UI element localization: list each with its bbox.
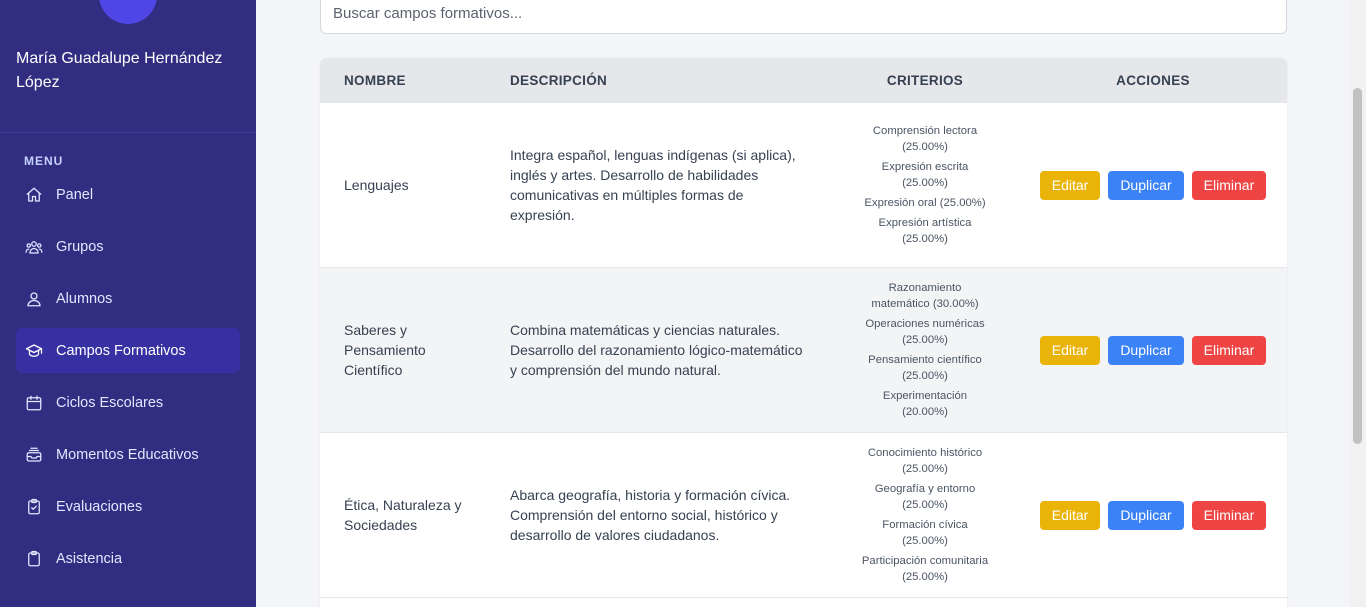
search-input[interactable] (320, 0, 1287, 34)
sidebar-divider (0, 132, 256, 133)
sidebar-item-asistencia[interactable] (16, 536, 240, 581)
user-icon (25, 290, 43, 308)
duplicate-button[interactable]: Duplicar (1108, 171, 1183, 200)
sidebar-item-label: Ciclos Escolares (56, 394, 164, 411)
sidebar (0, 0, 256, 607)
inbox-icon (25, 446, 43, 464)
criterion-item: Comprensión lectora (25.00%) (872, 125, 978, 153)
table-header (320, 58, 1287, 102)
criterion-item: Geografía y entorno (25.00%) (874, 483, 976, 511)
row-actions (1019, 501, 1287, 530)
sidebar-item-alumnos[interactable] (16, 276, 240, 321)
criterion-item: Experimentación (20.00%) (882, 390, 968, 418)
delete-button[interactable]: Eliminar (1192, 336, 1267, 365)
sidebar-item-momentos-educativos[interactable] (16, 432, 240, 477)
sidebar-item-label: Campos Formativos (56, 342, 186, 359)
column-header-criterios: CRITERIOS (886, 72, 964, 88)
sidebar-item-label: Asistencia (56, 550, 123, 567)
row-description: Combina matemáticas y ciencias naturales. Desarrollo del razonamiento lógico-matemático y comprensión del mundo natural. (510, 322, 803, 378)
criterion-item: Formación cívica (25.00%) (882, 519, 968, 547)
column-header-descripcion: DESCRIPCIÓN (510, 72, 608, 88)
row-description: Integra español, lenguas indígenas (si aplica), inglés y artes. Desarrollo de habilidades comunicativas en múltiples formas de expresión. (510, 147, 796, 223)
sidebar-nav (16, 172, 240, 588)
duplicate-button[interactable]: Duplicar (1108, 336, 1183, 365)
clipboard-icon (25, 550, 43, 568)
criterion-item: Razonamiento matemático (30.00%) (871, 282, 979, 310)
criterion-item: Expresión oral (25.00%) (864, 197, 986, 209)
criterion-item: Participación comunitaria (25.00%) (861, 555, 989, 583)
sidebar-item-label: Panel (56, 186, 94, 203)
row-name: Ética, Naturaleza y Sociedades (344, 497, 462, 533)
table-row (320, 432, 1287, 597)
sidebar-item-panel[interactable] (16, 172, 240, 217)
row-criteria (831, 123, 1019, 247)
criterion-item: Operaciones numéricas (25.00%) (865, 318, 985, 346)
users-group-icon (25, 238, 43, 256)
edit-button[interactable]: Editar (1040, 171, 1101, 200)
column-header-acciones: ACCIONES (1116, 72, 1190, 88)
graduation-cap-icon (25, 342, 43, 360)
row-description: Abarca geografía, historia y formación cívica. Comprensión del entorno social, histórico y desarrollo de valores ciudadanos. (510, 487, 791, 543)
criterion-item: Conocimiento histórico (25.00%) (867, 447, 983, 475)
clipboard-check-icon (25, 498, 43, 516)
row-criteria (831, 445, 1019, 585)
home-icon (25, 186, 43, 204)
campos-formativos-table (320, 58, 1287, 607)
duplicate-button[interactable]: Duplicar (1108, 501, 1183, 530)
sidebar-item-campos-formativos[interactable] (16, 328, 240, 373)
criterion-item: Expresión artística (25.00%) (878, 217, 972, 245)
sidebar-item-label: Evaluaciones (56, 498, 143, 515)
sidebar-item-label: Momentos Educativos (56, 446, 199, 463)
sidebar-item-label: Alumnos (56, 290, 113, 307)
calendar-icon (25, 394, 43, 412)
row-name: Lenguajes (344, 177, 409, 193)
sidebar-item-label: Grupos (56, 238, 104, 255)
row-criteria (831, 280, 1019, 420)
table-row (320, 267, 1287, 432)
column-header-nombre: NOMBRE (344, 72, 406, 88)
row-actions (1019, 171, 1287, 200)
row-actions (1019, 336, 1287, 365)
table-row (320, 102, 1287, 267)
sidebar-item-grupos[interactable] (16, 224, 240, 269)
criterion-item: Pensamiento científico (25.00%) (868, 354, 982, 382)
row-name: Saberes y Pensamiento Científico (344, 322, 426, 378)
menu-label: MENU (24, 154, 64, 168)
user-name: María Guadalupe Hernández López (16, 50, 223, 91)
scrollbar-thumb[interactable] (1353, 88, 1362, 444)
criterion-item: Expresión escrita (25.00%) (881, 161, 969, 189)
edit-button[interactable]: Editar (1040, 501, 1101, 530)
table-row (320, 597, 1287, 607)
avatar[interactable] (99, 0, 157, 24)
delete-button[interactable]: Eliminar (1192, 171, 1267, 200)
sidebar-item-ciclos-escolares[interactable] (16, 380, 240, 425)
delete-button[interactable]: Eliminar (1192, 501, 1267, 530)
sidebar-item-evaluaciones[interactable] (16, 484, 240, 529)
edit-button[interactable]: Editar (1040, 336, 1101, 365)
